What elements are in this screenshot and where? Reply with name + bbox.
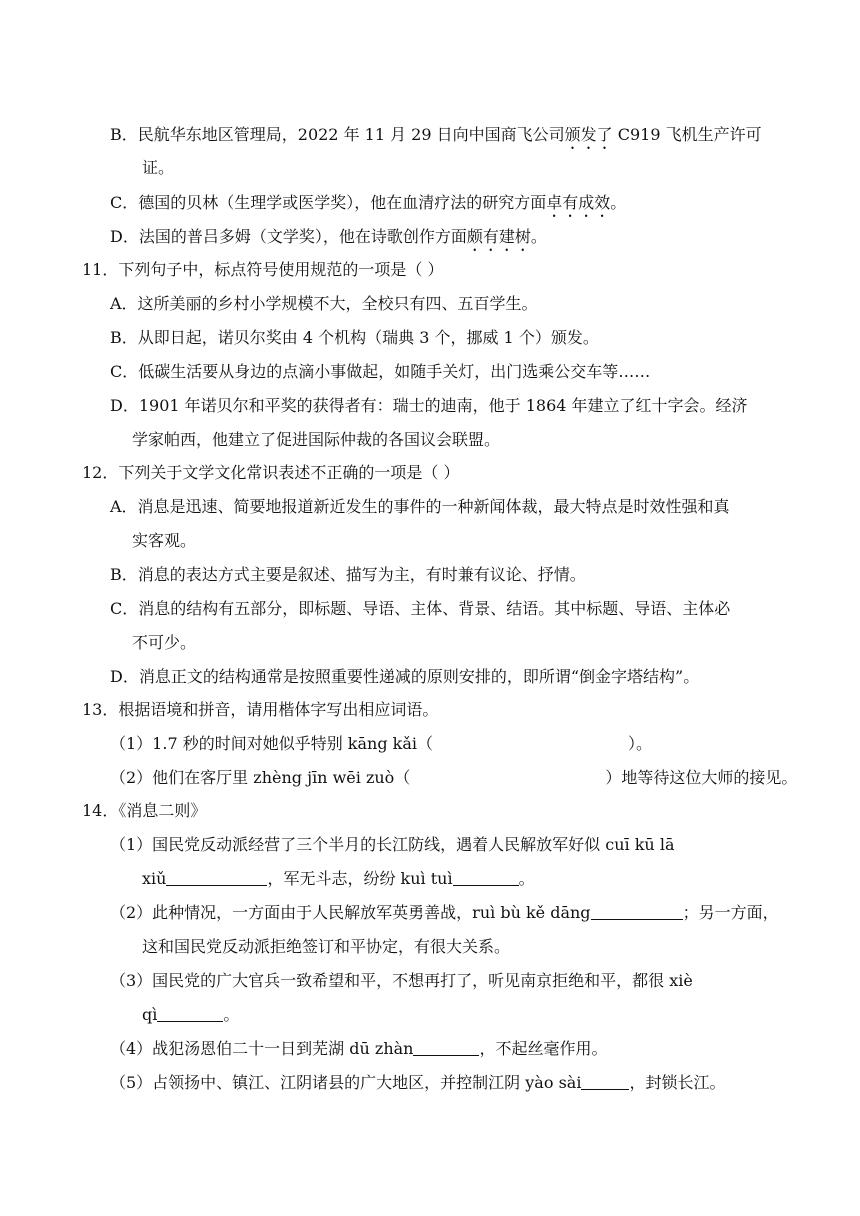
question-14-3-line1: （3）国民党的广大官兵一致希望和平，不想再打了，听见南京拒绝和平，都很 xiè [110, 971, 693, 990]
answer-blank[interactable] [413, 1039, 479, 1056]
option-11b: B．从即日起，诺贝尔奖由 4 个机构（瑞典 3 个，挪威 1 个）颁发。 [110, 328, 599, 347]
option-11d-line1: D．1901 年诺贝尔和平奖的获得者有：瑞士的迪南，他于 1864 年建立了红十字会。经济 [110, 396, 748, 415]
option-11a: A．这所美丽的乡村小学规模不大，全校只有四、五百学生。 [110, 294, 538, 313]
question-14: 14．《消息二则》 [82, 801, 207, 820]
question-13-1: （1）1.7 秒的时间对她似乎特别 kāng kǎi（ ）。 [110, 734, 653, 753]
question-14-4: （4）战犯汤恩伯二十一日到芜湖 dū zhàn ，不起丝毫作用。 [110, 1039, 608, 1058]
question-14-2-line2: 这和国民党反动派拒绝签订和平协定，有很大关系。 [142, 937, 511, 956]
answer-blank[interactable] [581, 1073, 629, 1090]
option-10b-line2: 证。 [142, 158, 175, 177]
question-13-2: （2）他们在客厅里 zhèng jīn wēi zuò（ ）地等待这位大师的接见。 [110, 768, 798, 787]
question-14-2-line1: （2）此种情况，一方面由于人民解放军英勇善战，ruì bù kě dāng ；另一方面， [110, 903, 779, 922]
question-14-5: （5）占领扬中、镇江、江阴诸县的广大地区，并控制江阴 yào sài ，封锁长江。 [110, 1073, 726, 1092]
option-10c: C．德国的贝林（生理学或医学奖），他在血清疗法的研究方面卓有成效。 [110, 193, 627, 212]
question-14-1-line2: xiǔ ，军无斗志，纷纷 kuì tuì 。 [142, 869, 535, 888]
option-12b: B．消息的表达方式主要是叙述、描写为主，有时兼有议论、抒情。 [110, 565, 586, 584]
option-12a-line2: 实客观。 [132, 531, 197, 550]
option-11c: C．低碳生活要从身边的点滴小事做起，如随手关灯，出门选乘公交车等…… [110, 362, 651, 381]
option-12d: D．消息正文的结构通常是按照重要性递减的原则安排的，即所谓“倒金字塔结构”。 [110, 667, 700, 686]
answer-blank[interactable] [166, 869, 267, 886]
option-12c-line1: C．消息的结构有五部分，即标题、导语、主体、背景、结语。其中标题、导语、主体必 [110, 599, 731, 618]
question-13: 13．根据语境和拼音，请用楷体字写出相应词语。 [82, 700, 439, 719]
answer-blank[interactable] [591, 903, 683, 920]
emphasized-text: 卓有成效 [546, 193, 611, 212]
question-14-3-line2: qì 。 [142, 1005, 240, 1024]
question-12: 12．下列关于文学文化常识表述不正确的一项是（ ） [82, 463, 460, 482]
emphasized-text: 颁发了 [564, 125, 613, 144]
option-11d-line2: 学家帕西，他建立了促进国际仲裁的各国议会联盟。 [132, 430, 501, 449]
option-12a-line1: A．消息是迅速、简要地报道新近发生的事件的一种新闻体裁，最大特点是时效性强和真 [110, 497, 730, 516]
option-10b-line1: B．民航华东地区管理局，2022 年 11 月 29 日向中国商飞公司颁发了 C919 飞机生产许可 [110, 125, 762, 144]
answer-blank[interactable] [453, 869, 519, 886]
question-11: 11．下列句子中，标点符号使用规范的一项是（ ） [82, 260, 444, 279]
option-10d: D．法国的普吕多姆（文学奖），他在诗歌创作方面颇有建树。 [110, 227, 547, 246]
emphasized-text: 颇有建树 [466, 227, 531, 246]
option-12c-line2: 不可少。 [132, 633, 197, 652]
answer-blank[interactable] [157, 1005, 223, 1022]
question-14-1-line1: （1）国民党反动派经营了三个半月的长江防线，遇着人民解放军好似 cuī kū lā [110, 835, 675, 854]
